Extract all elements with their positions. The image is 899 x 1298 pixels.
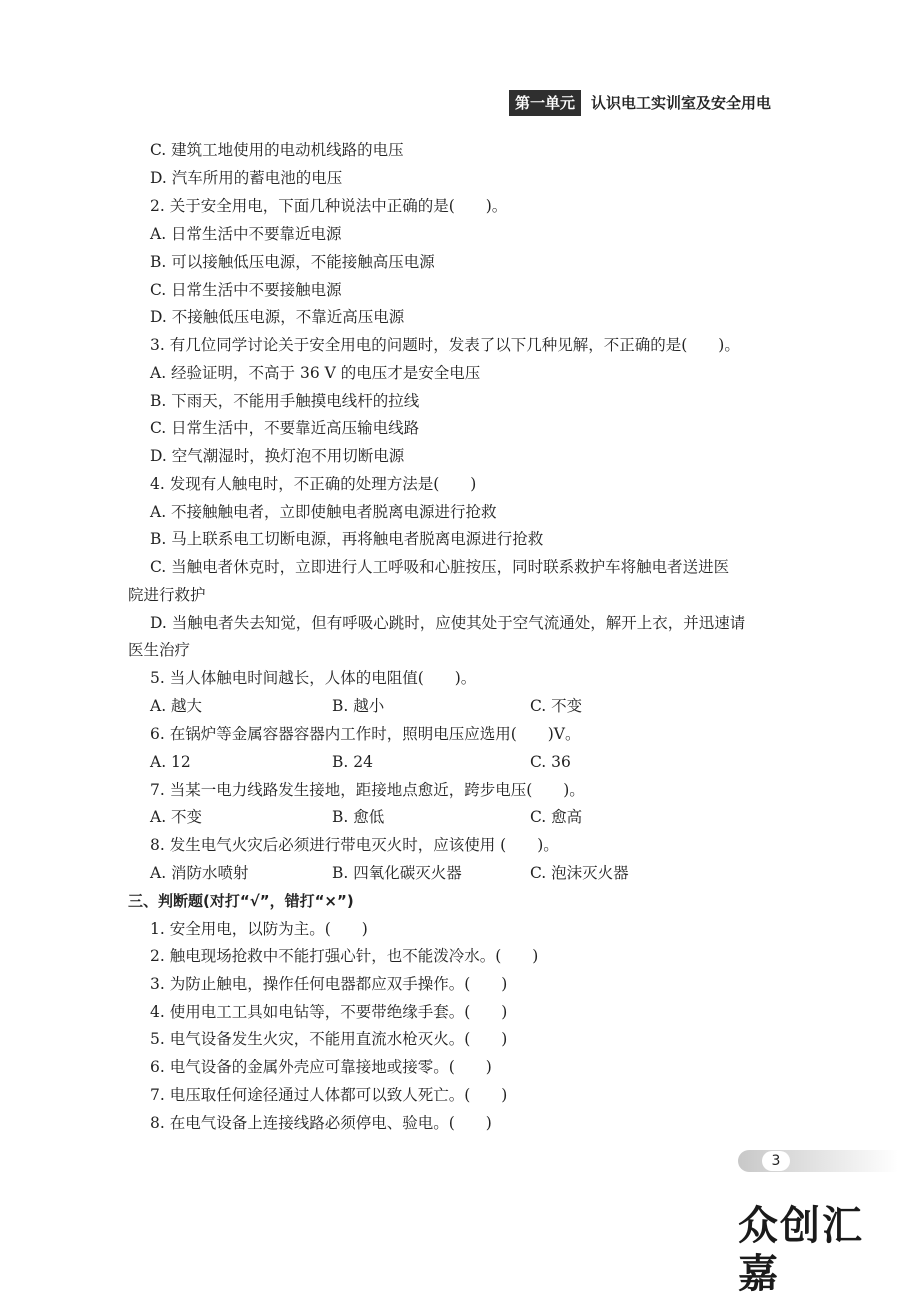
watermark: 众创汇嘉 [738,1203,864,1297]
text-line: D. 当触电者失去知觉，但有呼吸心跳时，应使其处于空气流通处，解开上衣，并迅速请 [150,614,746,632]
unit-tag: 第一单元 [509,90,581,116]
option: A. 12 [150,753,191,771]
option: C. 泡沫灭火器 [530,864,629,882]
judgment-item: 6. 电气设备的金属外壳应可靠接地或接零。( ) [150,1058,492,1076]
text-line: A. 经验证明，不高于 36 V 的电压才是安全电压 [150,364,481,382]
judgment-item: 1. 安全用电，以防为主。( ) [150,920,368,938]
question-4: 4. 发现有人触电时，不正确的处理方法是( ) [150,475,477,493]
judgment-item: 3. 为防止触电，操作任何电器都应双手操作。( ) [150,975,508,993]
question-7: 7. 当某一电力线路发生接地，距接地点愈近，跨步电压( )。 [150,781,585,799]
text-line: B. 下雨天，不能用手触摸电线杆的拉线 [150,392,420,410]
judgment-item: 7. 电压取任何途径通过人体都可以致人死亡。( ) [150,1086,508,1104]
option: B. 四氧化碳灭火器 [332,864,462,882]
question-5: 5. 当人体触电时间越长，人体的电阻值( )。 [150,669,477,687]
text-line: C. 日常生活中不要接触电源 [150,281,342,299]
judgment-item: 8. 在电气设备上连接线路必须停电、验电。( ) [150,1114,492,1132]
option: B. 越小 [332,697,385,715]
option: B. 愈低 [332,808,385,826]
text-line: B. 可以接触低压电源，不能接触高压电源 [150,253,435,271]
text-line: D. 不接触低压电源，不靠近高压电源 [150,308,405,326]
page-number: 3 [762,1151,790,1171]
text-line: C. 当触电者休克时，立即进行人工呼吸和心脏按压，同时联系救护车将触电者送进医 [150,558,730,576]
page-header [509,90,771,116]
section-heading: 三、判断题(对打“√”，错打“×”) [128,892,354,910]
option: C. 36 [530,753,571,771]
text-line: A. 不接触触电者，立即使触电者脱离电源进行抢救 [150,503,497,521]
text-line: 院进行救护 [128,586,206,604]
option: A. 不变 [150,808,203,826]
option: C. 愈高 [530,808,583,826]
unit-title: 认识电工实训室及安全用电 [591,94,772,112]
question-2: 2. 关于安全用电，下面几种说法中正确的是( )。 [150,197,508,215]
question-3: 3. 有几位同学讨论关于安全用电的问题时，发表了以下几种见解，不正确的是( )。 [150,336,740,354]
text-line: D. 空气潮湿时，换灯泡不用切断电源 [150,447,405,465]
question-8: 8. 发生电气火灾后必须进行带电灭火时，应该使用 ( )。 [150,836,559,854]
judgment-item: 4. 使用电工工具如电钻等，不要带绝缘手套。( ) [150,1003,508,1021]
text-line: C. 日常生活中，不要靠近高压输电线路 [150,419,420,437]
option: A. 消防水喷射 [150,864,249,882]
text-line: C. 建筑工地使用的电动机线路的电压 [150,141,404,159]
text-line: B. 马上联系电工切断电源，再将触电者脱离电源进行抢救 [150,530,544,548]
text-line: D. 汽车所用的蓄电池的电压 [150,169,343,187]
text-line: 医生治疗 [128,641,191,659]
option: B. 24 [332,753,373,771]
text-line: A. 日常生活中不要靠近电源 [150,225,342,243]
judgment-item: 2. 触电现场抢救中不能打强心针，也不能泼冷水。( ) [150,947,539,965]
judgment-item: 5. 电气设备发生火灾，不能用直流水枪灭火。( ) [150,1030,508,1048]
question-6: 6. 在锅炉等金属容器容器内工作时，照明电压应选用( )V。 [150,725,581,743]
option: A. 越大 [150,697,203,715]
option: C. 不变 [530,697,583,715]
